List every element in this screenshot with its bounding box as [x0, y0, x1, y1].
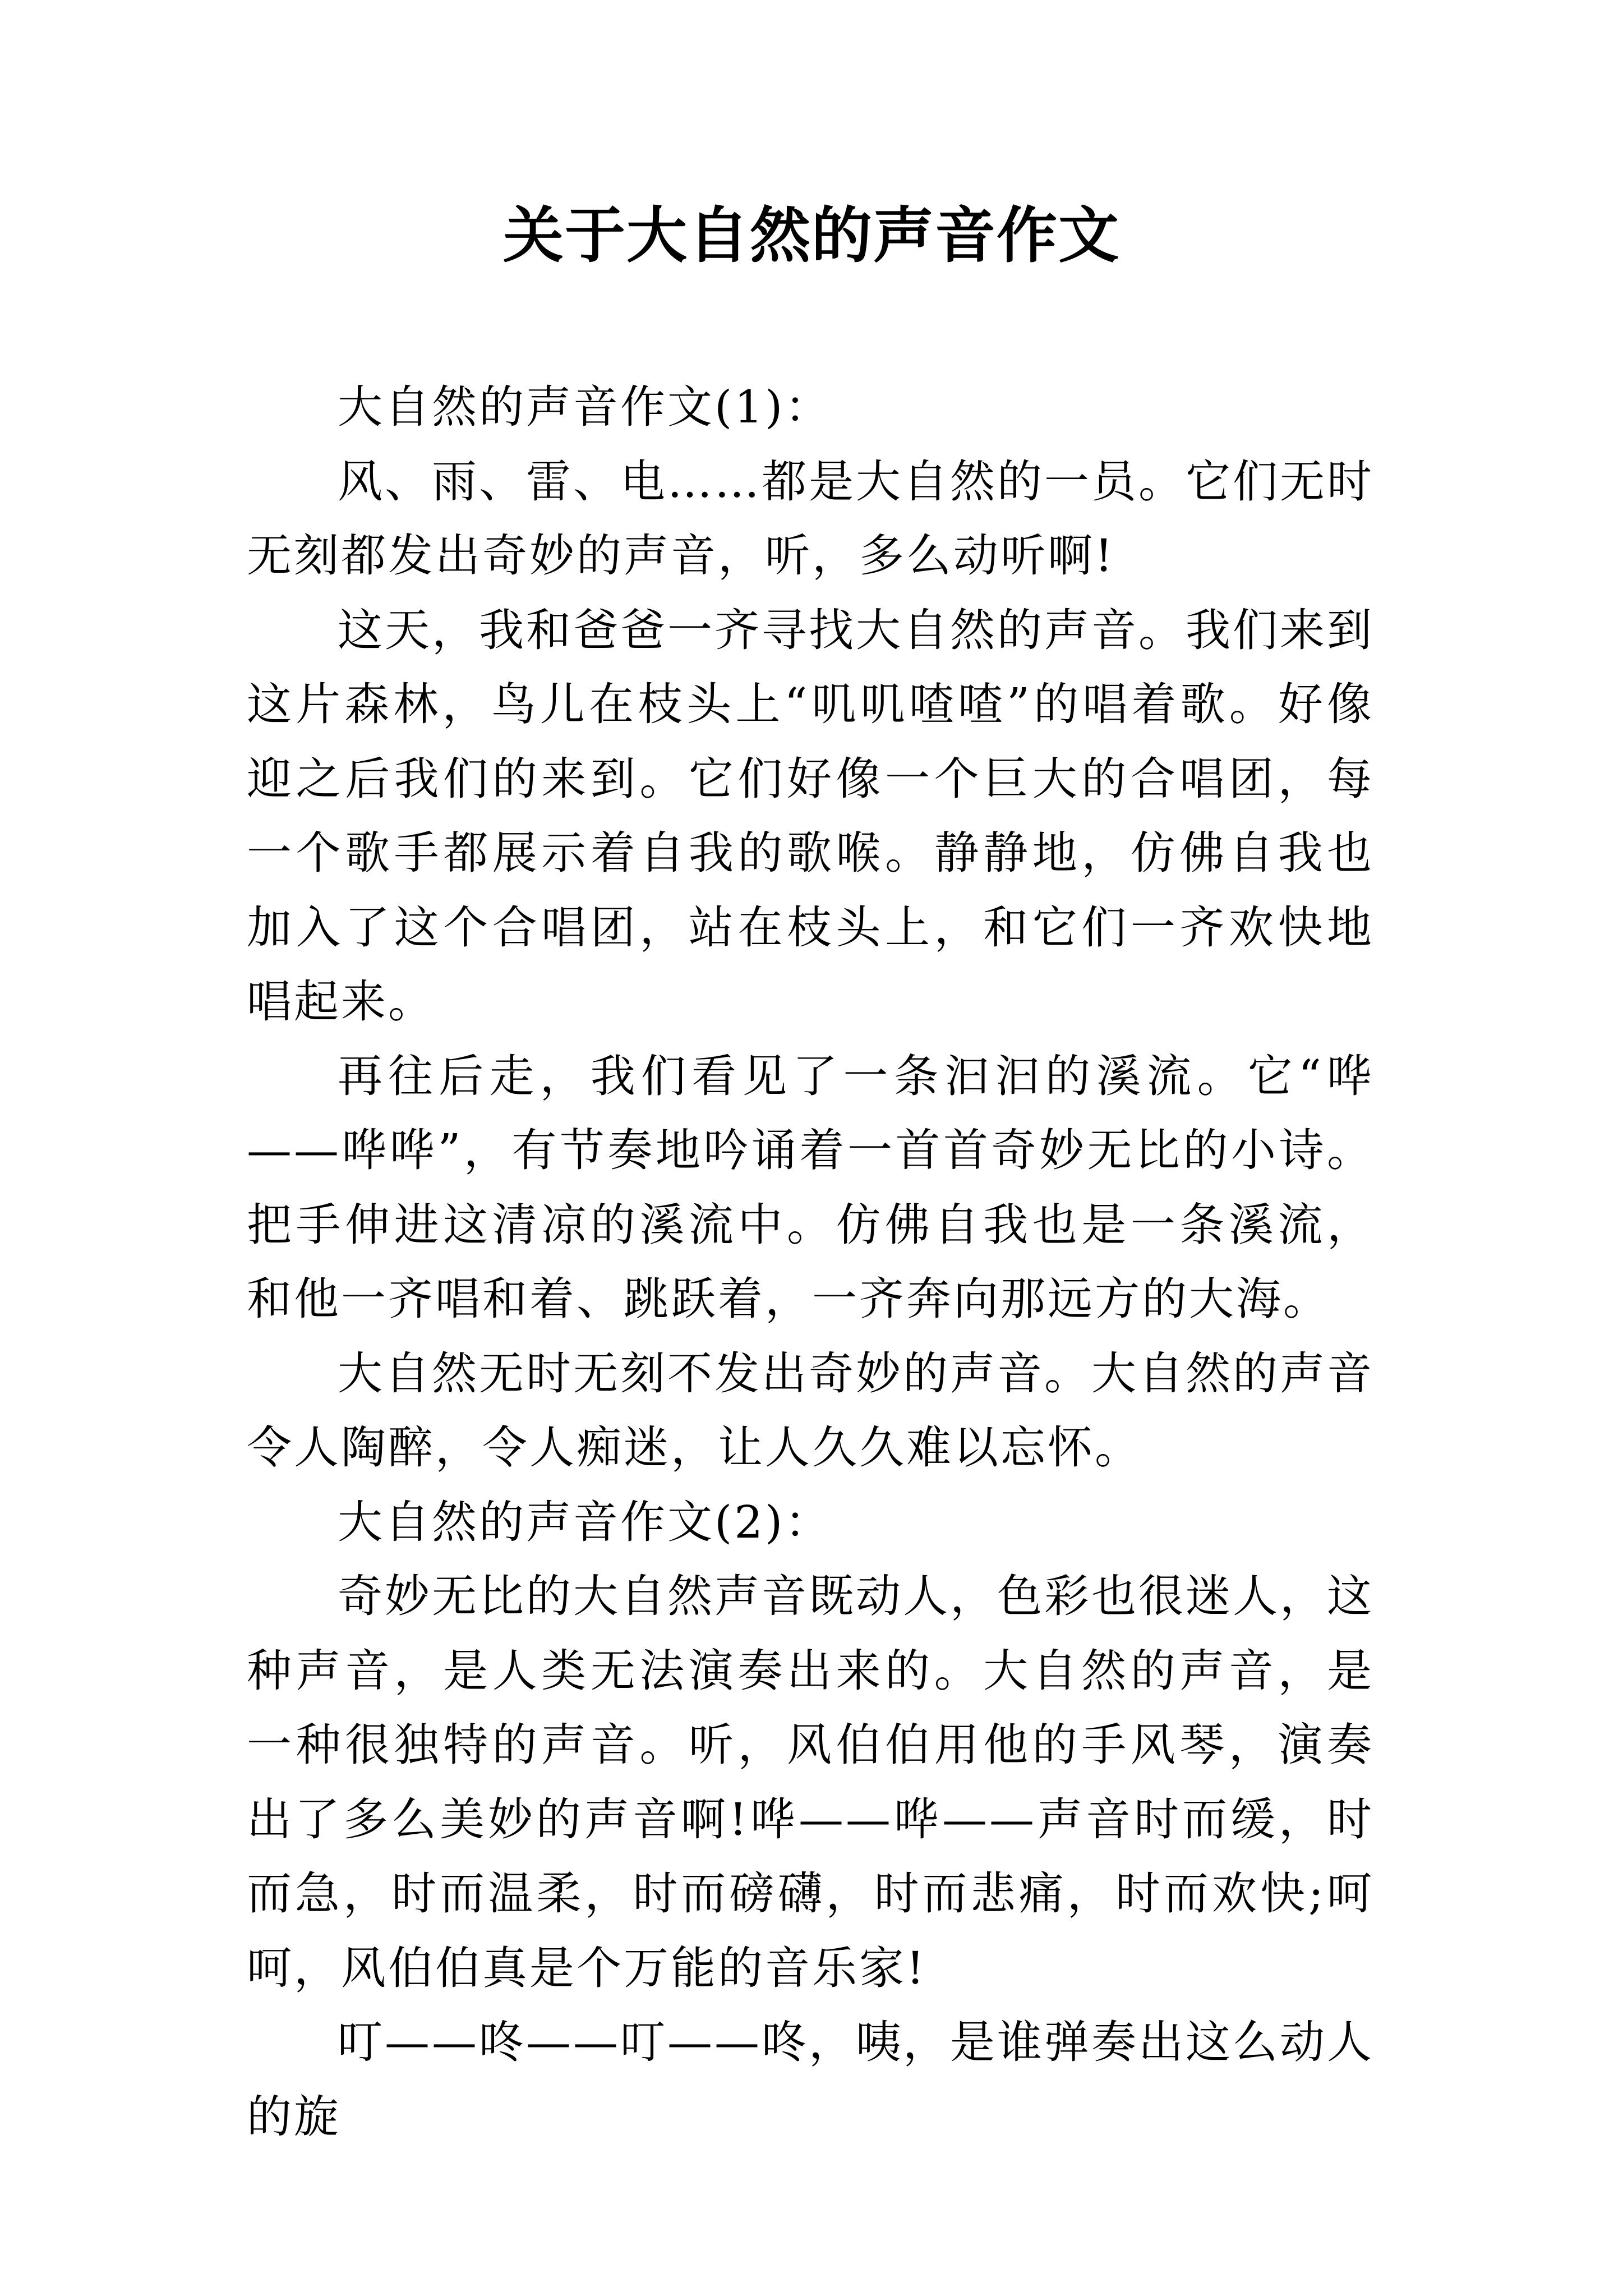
- document-body: [247, 370, 1374, 2154]
- paragraph-heading-1: 大自然的声音作文(1)：: [338, 381, 832, 433]
- paragraph: 大自然无时无刻不发出奇妙的声音。大自然的声音令人陶醉，令人痴迷，让人久久难以忘怀。: [247, 1347, 1374, 1474]
- paragraph-heading-2: 大自然的声音作文(2)：: [338, 1496, 832, 1548]
- document-title: 关于大自然的声音作文: [502, 200, 1120, 271]
- paragraph: 风、雨、雷、电……都是大自然的一员。它们无时无刻都发出奇妙的声音，听，多么动听啊!: [247, 455, 1374, 582]
- paragraph: 再往后走，我们看见了一条汩汩的溪流。它“哗——哗哗”，有节奏地吟诵着一首首奇妙无比的小诗。把手伸进这清凉的溪流中。仿佛自我也是一条溪流，和他一齐唱和着、跳跃着，一齐奔向那远方的大海。: [247, 1050, 1374, 1325]
- paragraph: 叮——咚——叮——咚，咦，是谁弹奏出这么动人的旋: [247, 2016, 1374, 2143]
- paragraph: 这天，我和爸爸一齐寻找大自然的声音。我们来到这片森林，鸟儿在枝头上“叽叽喳喳”的唱着歌。好像迎之后我们的来到。它们好像一个巨大的合唱团，每一个歌手都展示着自我的歌喉。静静地，仿佛自我也加入了这个合唱团，站在枝头上，和它们一齐欢快地唱起来。: [247, 604, 1374, 1028]
- paragraph: 奇妙无比的大自然声音既动人，色彩也很迷人，这种声音，是人类无法演奏出来的。大自然的声音，是一种很独特的声音。听，风伯伯用他的手风琴，演奏出了多么美妙的声音啊!哗——哗——声音时而缓，时而急，时而温柔，时而磅礴，时而悲痛，时而欢快;呵呵，风伯伯真是个万能的音乐家!: [247, 1570, 1374, 1994]
